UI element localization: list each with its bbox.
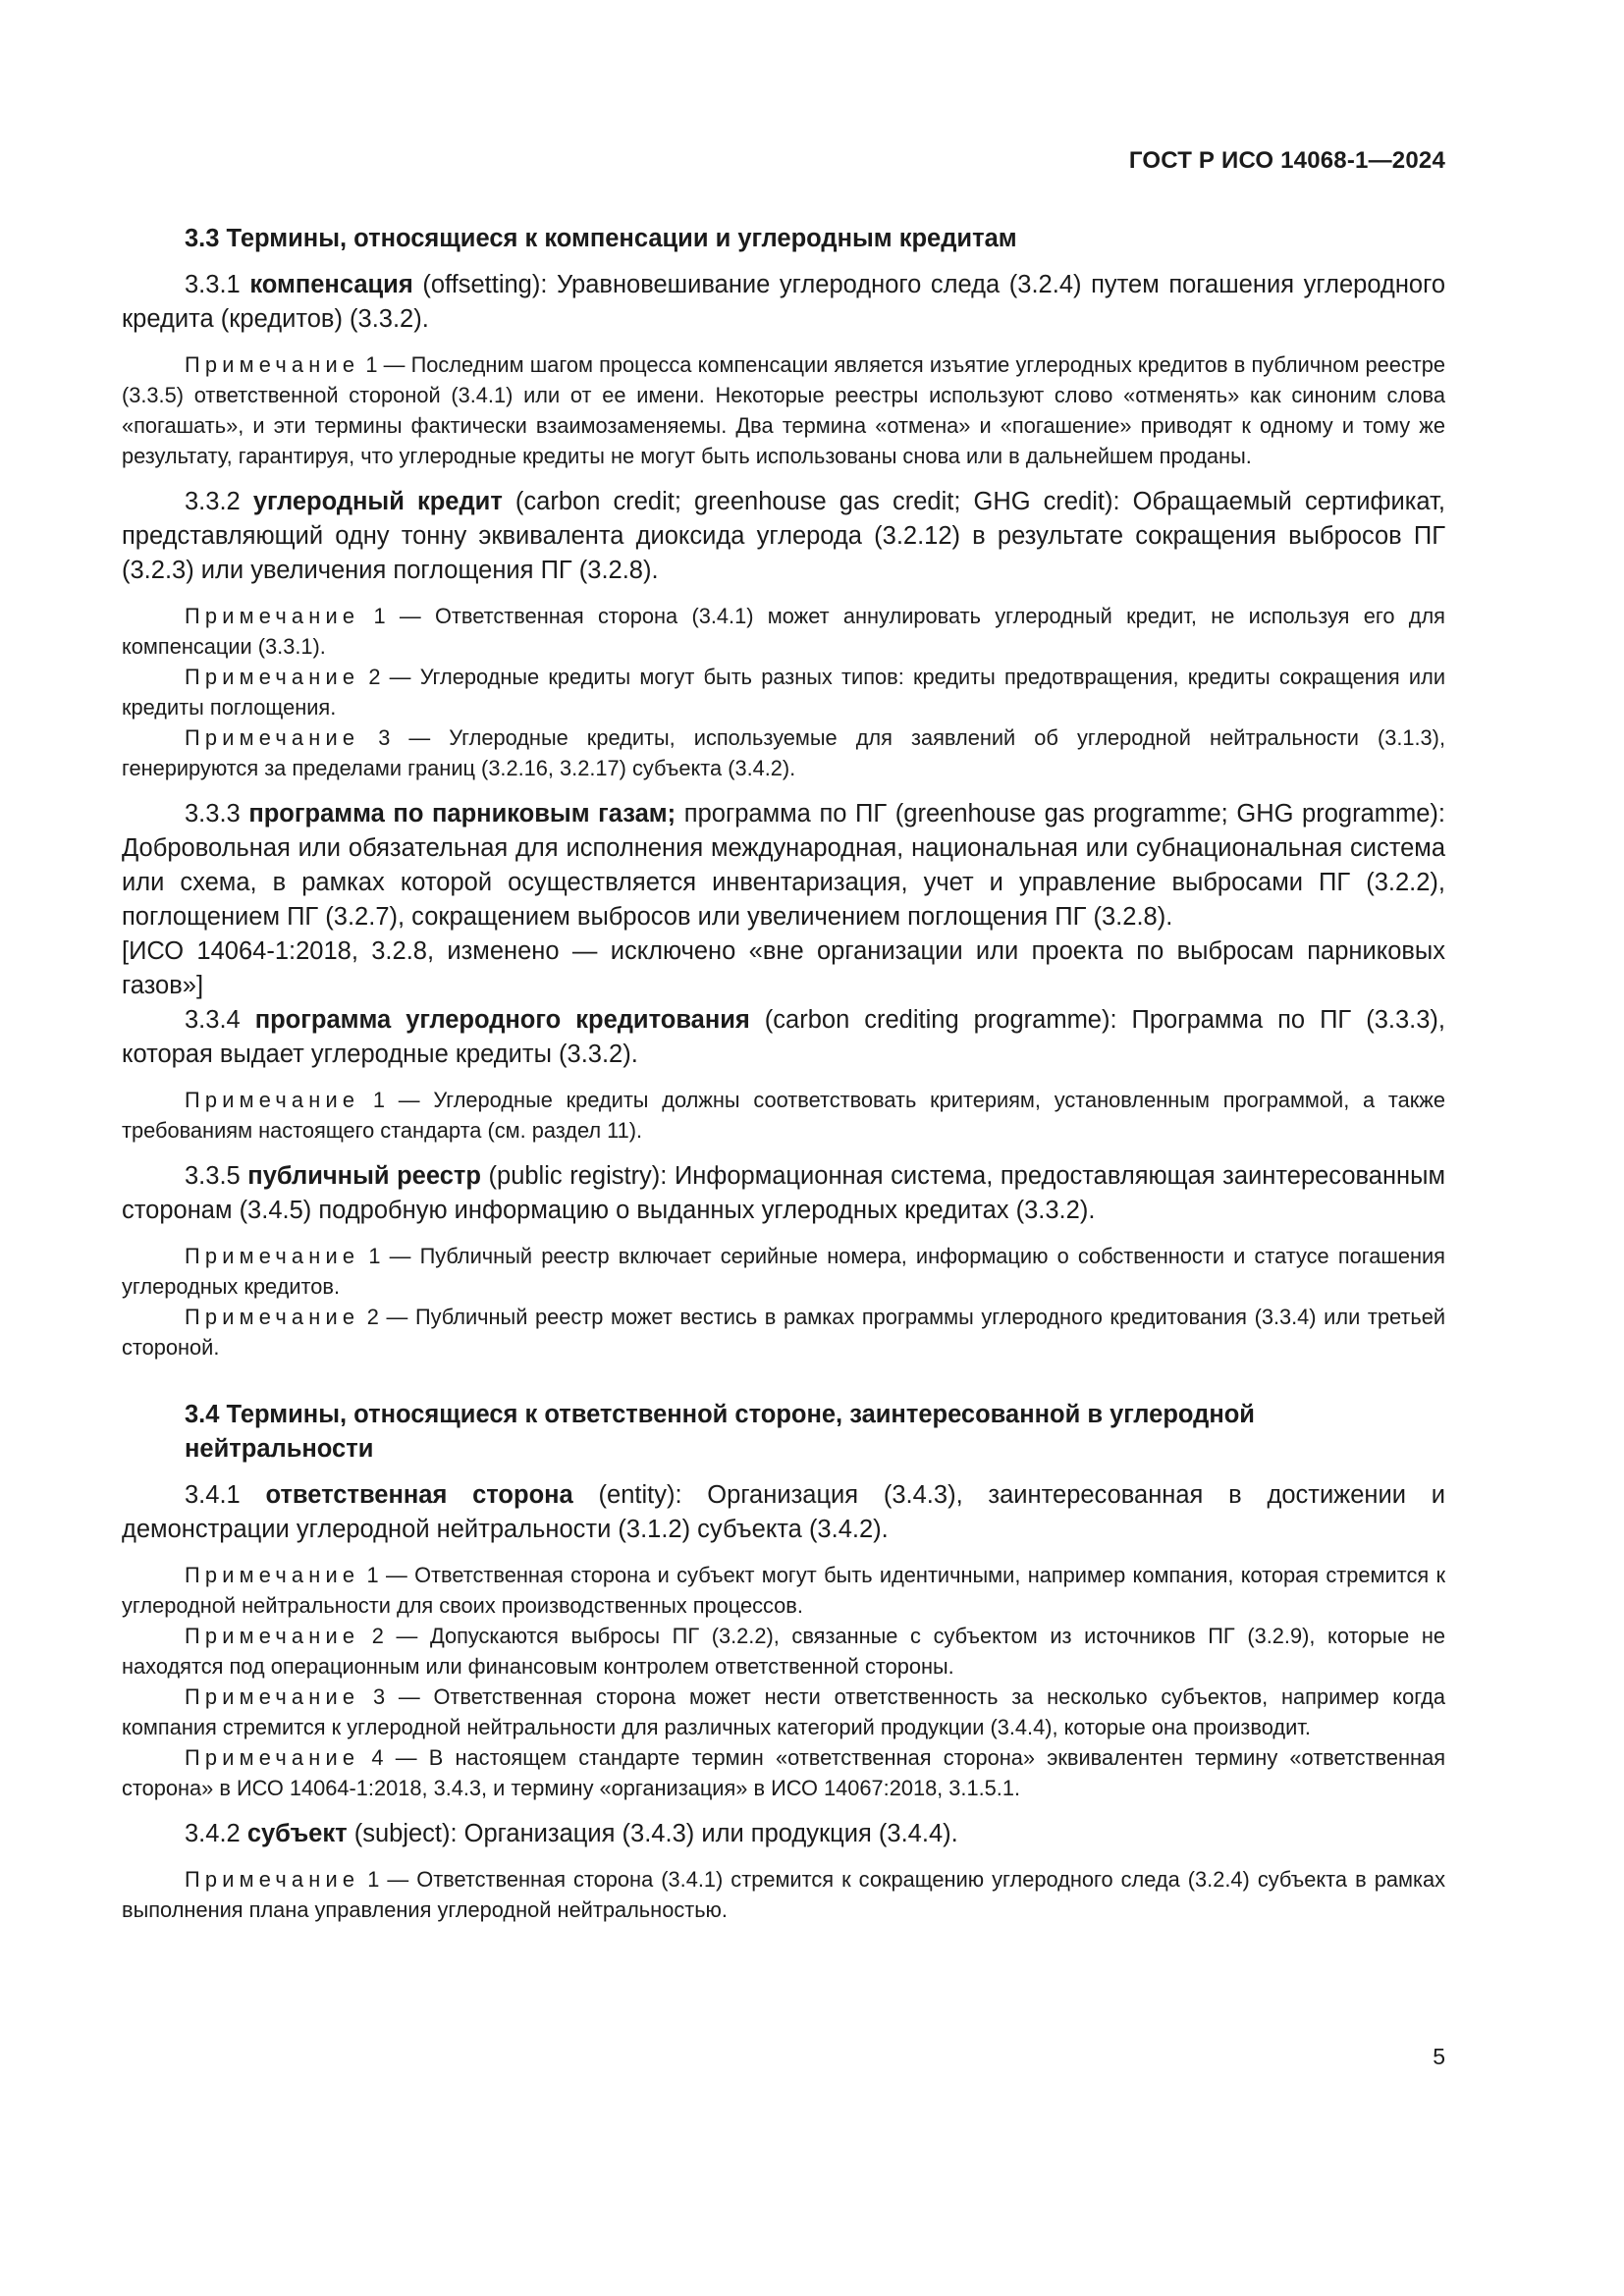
note-text: Публичный реестр может вестись в рамках программы углеродного кредитования (3.3.4) или третьей стороной. bbox=[122, 1305, 1445, 1360]
page-number: 5 bbox=[1433, 2044, 1445, 2069]
note: Примечание 3 — Углеродные кредиты, используемые для заявлений об углеродной нейтральности (3.1.3), генерируются за пределами границ (3.2.16, 3.2.17) субъекта (3.4.2). bbox=[122, 725, 1445, 780]
note: Примечание 1 — Последним шагом процесса компенсации является изъятие углеродных кредитов в публичном реестре (3.3.5) ответственной стороной (3.4.1) или от ее имени. Некоторые реестры используют слово «отменять» как синоним слова «погашать», и эти термины фактически взаимозаменяемы. Два термина «отмена» и «погашение» приводят к одному и тому же результату, гарантируя, что углеродные кредиты не могут быть использованы снова или в дальнейшем проданы. bbox=[122, 352, 1445, 468]
note-label: Примечание bbox=[185, 665, 360, 689]
note-text: Углеродные кредиты могут быть разных типов: кредиты предотвращения, кредиты сокращения или кредиты поглощения. bbox=[122, 665, 1445, 720]
term-number: 3.4.2 bbox=[185, 1820, 241, 1847]
term-number: 3.4.1 bbox=[185, 1481, 241, 1509]
term-3-3-2 bbox=[122, 485, 1445, 588]
note-label: Примечание bbox=[185, 725, 360, 750]
note-text: Ответственная сторона (3.4.1) стремится к сокращению углеродного следа (3.2.4) субъекта в рамках выполнения плана управления углеродной нейтральностью. bbox=[122, 1867, 1445, 1922]
note-label: Примечание bbox=[185, 1624, 360, 1648]
note-label: Примечание bbox=[185, 1745, 360, 1770]
note-text: Углеродные кредиты должны соответствовать критериям, установленным программой, а также требованиям настоящего стандарта (см. раздел 11). bbox=[122, 1088, 1446, 1143]
note-text: Углеродные кредиты, используемые для заявлений об углеродной нейтральности (3.1.3), генерируются за пределами границ (3.2.16, 3.2.17) субъекта (3.4.2). bbox=[122, 725, 1445, 780]
note: Примечание 2 — Углеродные кредиты могут быть разных типов: кредиты предотвращения, кредиты сокращения или кредиты поглощения. bbox=[122, 665, 1445, 720]
term-3-3-4 bbox=[122, 1003, 1445, 1072]
term-definition: (carbon crediting programme): Программа по ПГ (3.3.3), которая выдает углеродные кредиты (3.3.2). bbox=[122, 1006, 1445, 1068]
note: Примечание 1 — Ответственная сторона и субъект могут быть идентичными, например компания, которая стремится к углеродной нейтральности для своих производственных процессов. bbox=[122, 1563, 1446, 1618]
note: Примечание 1 — Публичный реестр включает серийные номера, информацию о собственности и статусе погашения углеродных кредитов. bbox=[122, 1244, 1445, 1299]
note: Примечание 1 — Ответственная сторона (3.4.1) стремится к сокращению углеродного следа (3.2.4) субъекта в рамках выполнения плана управления углеродной нейтральностью. bbox=[122, 1867, 1445, 1922]
document-header: ГОСТ Р ИСО 14068-1—2024 bbox=[1128, 147, 1445, 174]
term-name: программа по парниковым газам; bbox=[248, 800, 677, 828]
term-definition: (entity): Организация (3.4.3), заинтересованная в достижении и демонстрации углеродной нейтральности (3.1.2) субъекта (3.4.2). bbox=[122, 1481, 1446, 1543]
section-heading-3-4: 3.4 Термины, относящиеся к ответственной стороне, заинтересованной в углеродной нейтральности bbox=[185, 1401, 1255, 1463]
term-name: публичный реестр bbox=[247, 1162, 481, 1190]
note: Примечание 2 — Публичный реестр может вестись в рамках программы углеродного кредитования (3.3.4) или третьей стороной. bbox=[122, 1305, 1445, 1360]
term-number: 3.3.1 bbox=[185, 271, 241, 298]
note-text: Публичный реестр включает серийные номера, информацию о собственности и статусе погашения углеродных кредитов. bbox=[122, 1244, 1445, 1299]
term-3-3-5 bbox=[122, 1159, 1445, 1228]
term-definition: (subject): Организация (3.4.3) или продукция (3.4.4). bbox=[347, 1820, 958, 1847]
term-number: 3.3.4 bbox=[185, 1006, 241, 1034]
term-definition: (offsetting): Уравновешивание углеродного следа (3.2.4) путем погашения углеродного кредита (кредитов) (3.3.2). bbox=[122, 271, 1446, 333]
term-number: 3.3.2 bbox=[185, 488, 241, 515]
note-label: Примечание bbox=[185, 1684, 360, 1709]
term-name: углеродный кредит bbox=[252, 488, 503, 515]
note-text: Ответственная сторона может нести ответственность за несколько субъектов, например когда компания стремится к углеродной нейтральности для различных категорий продукции (3.4.4), которые она производит. bbox=[122, 1684, 1446, 1739]
note: Примечание 1 — Углеродные кредиты должны соответствовать критериям, установленным программой, а также требованиям настоящего стандарта (см. раздел 11). bbox=[122, 1088, 1446, 1143]
term-number: 3.3.3 bbox=[185, 800, 241, 828]
term-name: программа углеродного кредитования bbox=[254, 1006, 750, 1034]
note-text: В настоящем стандарте термин «ответственная сторона» эквивалентен термину «ответственная сторона» в ИСО 14064-1:2018, 3.4.3, и термину «организация» в ИСО 14067:2018, 3.1.5.1. bbox=[122, 1745, 1445, 1800]
note: Примечание 4 — В настоящем стандарте термин «ответственная сторона» эквивалентен термину «ответственная сторона» в ИСО 14064-1:2018, 3.4.3, и термину «организация» в ИСО 14067:2018, 3.1.5.1. bbox=[122, 1745, 1445, 1800]
document-body bbox=[122, 222, 1445, 1925]
note-label: Примечание bbox=[185, 604, 360, 628]
section-heading-3-3: 3.3 Термины, относящиеся к компенсации и углеродным кредитам bbox=[185, 225, 1017, 252]
note-label: Примечание bbox=[185, 1088, 360, 1112]
term-name: компенсация bbox=[249, 271, 413, 298]
note: Примечание 3 — Ответственная сторона может нести ответственность за несколько субъектов, например когда компания стремится к углеродной нейтральности для различных категорий продукции (3.4.4), которые она производит. bbox=[122, 1684, 1446, 1739]
term-3-4-1 bbox=[122, 1478, 1445, 1547]
term-3-4-2 bbox=[122, 1817, 1445, 1851]
term-name: ответственная сторона bbox=[265, 1481, 573, 1509]
note-label: Примечание bbox=[185, 1867, 360, 1892]
note-text: Ответственная сторона (3.4.1) может аннулировать углеродный кредит, не используя его для компенсации (3.3.1). bbox=[122, 604, 1445, 659]
note: Примечание 2 — Допускаются выбросы ПГ (3.2.2), связанные с субъектом из источников ПГ (3.2.9), которые не находятся под операционным или финансовым контролем ответственной стороны. bbox=[122, 1624, 1445, 1679]
note-label: Примечание bbox=[185, 1244, 360, 1268]
note-label: Примечание bbox=[185, 1305, 360, 1329]
term-number: 3.3.5 bbox=[185, 1162, 241, 1190]
term-definition: (public registry): Информационная система, предоставляющая заинтересованным сторонам (3.4.5) подробную информацию о выданных углеродных кредитах (3.3.2). bbox=[122, 1162, 1445, 1224]
note: Примечание 1 — Ответственная сторона (3.4.1) может аннулировать углеродный кредит, не используя его для компенсации (3.3.1). bbox=[122, 604, 1445, 659]
term-name: субъект bbox=[246, 1820, 348, 1847]
term-definition: (carbon credit; greenhouse gas credit; GHG credit): Обращаемый сертификат, представляющий одну тонну эквивалента диоксида углерода (3.2.12) в результате сокращения выбросов ПГ (3.2.3) или увеличения поглощения ПГ (3.2.8). bbox=[122, 488, 1445, 584]
note-label: Примечание bbox=[185, 1563, 360, 1587]
note-text: Ответственная сторона и субъект могут быть идентичными, например компания, которая стремится к углеродной нейтральности для своих производственных процессов. bbox=[122, 1563, 1446, 1618]
term-definition: программа по ПГ (greenhouse gas programme; GHG programme): Добровольная или обязательная для исполнения международная, национальная или субнациональная система или схема, в рамках которой осуществляется инвентаризация, учет и управление выбросами ПГ (3.2.2), поглощением ПГ (3.2.7), сокращением выбросов или увеличением поглощения ПГ (3.2.8). bbox=[122, 800, 1445, 931]
term-3-3-1 bbox=[122, 268, 1445, 337]
term-3-3-3 bbox=[122, 797, 1445, 934]
note-label: Примечание bbox=[185, 352, 360, 377]
note-text: Последним шагом процесса компенсации является изъятие углеродных кредитов в публичном реестре (3.3.5) ответственной стороной (3.4.1) или от ее имени. Некоторые реестры используют слово «отменять» как синоним слова «погашать», и эти термины фактически взаимозаменяемы. Два термина «отмена» и «погашение» приводят к одному и тому же результату, гарантируя, что углеродные кредиты не могут быть использованы снова или в дальнейшем проданы. bbox=[122, 352, 1445, 468]
term-source-note: [ИСО 14064-1:2018, 3.2.8, изменено — исключено «вне организации или проекта по выбросам парниковых газов»] bbox=[122, 937, 1445, 999]
note-text: Допускаются выбросы ПГ (3.2.2), связанные с субъектом из источников ПГ (3.2.9), которые не находятся под операционным или финансовым контролем ответственной стороны. bbox=[122, 1624, 1445, 1679]
